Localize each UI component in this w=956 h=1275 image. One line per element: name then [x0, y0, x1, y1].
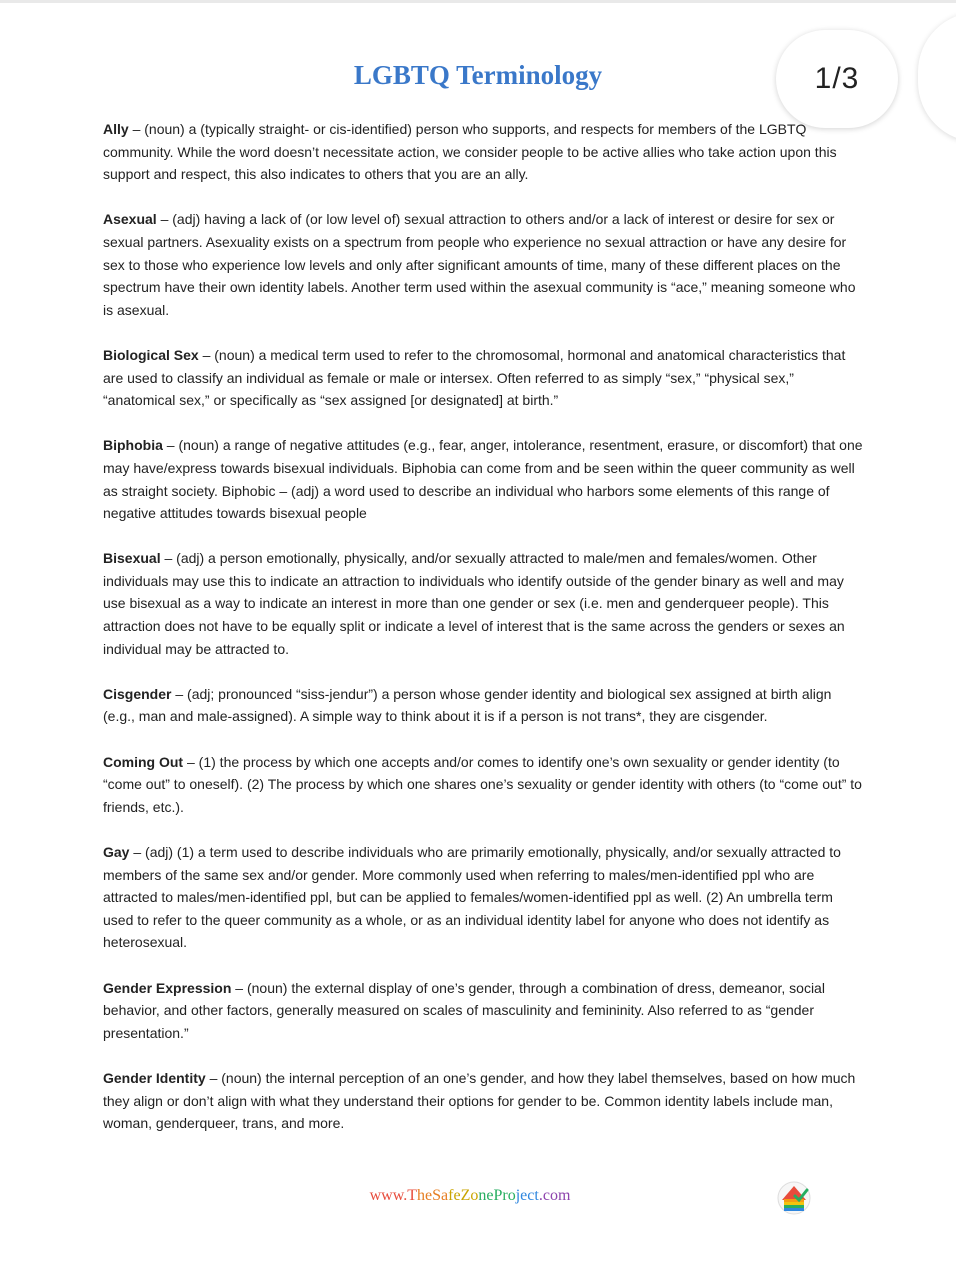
term: Gender Identity	[103, 1069, 206, 1086]
term: Bisexual	[103, 550, 161, 567]
glossary-entry-biphobia	[103, 434, 863, 524]
document-title: LGBTQ Terminology	[353, 60, 603, 90]
footer-url-char: e	[520, 1187, 528, 1204]
term: Ally	[103, 121, 129, 137]
glossary-entry-bisexual	[103, 547, 863, 660]
footer-url-char: e	[425, 1187, 433, 1204]
footer-url-char: e	[453, 1187, 461, 1204]
footer-url-char: h	[417, 1187, 426, 1204]
definition: – (adj; pronounced “siss-jendur”) a person whose gender identity and biological sex assigned at birth align (e.g., man and male-assigned). A simple way to think about it is if a person is not trans*, they are cisgender.	[103, 685, 832, 725]
term: Gay	[103, 844, 130, 860]
glossary-entry-ally	[103, 118, 863, 186]
top-divider	[0, 0, 956, 3]
definition: – (adj) a person emotionally, physically, and/or sexually attracted to male/men and females/women. Other individuals may use this to indicate an attraction to individuals who identify outside of the gender binary as well and may use bisexual as a way to indicate an interest in more than one gender or sex (i.e. men and genderqueer people). This attraction does not have to be equally split or indicate a level of interest that is the same across the genders or sexes an individual may be attracted to.	[103, 550, 845, 657]
footer-url-char: .	[403, 1187, 408, 1204]
glossary-entry-gender-expression	[103, 977, 863, 1045]
glossary-entry-coming-out	[103, 751, 863, 819]
term: Cisgender	[103, 685, 172, 702]
footer-url-char: S	[432, 1187, 442, 1204]
footer-url-char: j	[515, 1187, 521, 1204]
definition: – (noun) a medical term used to refer to the chromosomal, hormonal and anatomical characteristics that are used to classify an individual as female or male or intersex. Often referred to as simply “sex,” “physical sex,” “anatomical sex,” or specifically as “sex assigned [or designated] at birth.”	[103, 346, 846, 409]
footer-url-char: t	[534, 1187, 539, 1204]
definition: – (adj) (1) a term used to describe individuals who are primarily emotionally, physically, and/or sexually attracted to members of the same sex and/or gender. More commonly used when referring to males/men-identified ppl who are attracted to males/men-identified ppl, but can be applied to females/women-identified ppl as well. (2) An umbrella term used to refer to the queer community as a whole, or as an individual identity label for anyone who does not identify as heterosexual.	[103, 844, 841, 951]
term: Gender Expression	[103, 979, 232, 996]
safe-zone-project-logo-icon	[776, 1180, 812, 1216]
footer-url-char: e	[486, 1187, 494, 1204]
footer-url-char: o	[507, 1187, 516, 1204]
footer-url-char: o	[470, 1187, 479, 1204]
footer-url-char: m	[557, 1187, 571, 1204]
footer-url-char: o	[549, 1187, 558, 1204]
footer-url-char: .	[538, 1187, 543, 1204]
footer-url-char: w	[381, 1187, 393, 1204]
term: Asexual	[103, 211, 157, 228]
term: Coming Out	[103, 753, 184, 770]
footer-url-char: n	[478, 1187, 487, 1204]
glossary-entry-gender-identity	[103, 1067, 863, 1135]
definition: – (adj) having a lack of (or low level of) sexual attraction to others and/or a lack of interest or desire for sex or sexual partners. Asexuality exists on a spectrum from people who experience no sexual attraction or have any desire for sex to those who experience low levels and only after significant amounts of time, many of these different places on the spectrum have their own identity labels. Another term used within the asexual community is “ace,” meaning someone who is asexual.	[103, 211, 856, 318]
term: Biological Sex	[103, 346, 199, 363]
side-overlay-button[interactable]	[918, 12, 956, 142]
footer-url-char: r	[502, 1187, 508, 1204]
definition: – (noun) the internal perception of an one’s gender, and how they label themselves, based on how much they align or don’t align with what they understand their options for gender to be. Common identity labels include man, woman, genderqueer, trans, and more.	[103, 1069, 856, 1132]
definition: – (noun) a range of negative attitudes (e.g., fear, anger, intolerance, resentment, erasure, or discomfort) that one may have/express towards bisexual individuals. Biphobia can come from and be seen within the queer community as well as straight society. Biphobic – (adj) a word used to describe an individual who harbors some elements of this range of negative attitudes towards bisexual people	[103, 437, 863, 522]
term: Biphobia	[103, 437, 163, 454]
definition: – (1) the process by which one accepts and/or comes to identify one’s own sexuality or gender identity (to “come out” to oneself). (2) The process by which one shares one’s sexuality or gender identity with others (to “come out” to friends, etc.).	[103, 753, 862, 815]
page-indicator: 1/3	[776, 30, 898, 128]
footer-url-char: f	[448, 1187, 454, 1204]
footer-url-char: a	[441, 1187, 449, 1204]
glossary-content	[103, 118, 863, 1157]
footer-url-char: c	[542, 1187, 550, 1204]
glossary-entry-gay	[103, 841, 863, 954]
glossary-entry-biological-sex	[103, 344, 863, 412]
definition: – (noun) a (typically straight- or cis-identified) person who supports, and respects for members of the LGBTQ community. While the word doesn’t necessitate action, we consider people to be active allies who take action upon this support and respect, this also indicates to others that you are an ally.	[103, 121, 837, 183]
footer-url-char: P	[493, 1187, 503, 1204]
footer-url-char: w	[369, 1187, 382, 1204]
footer-url-char: c	[527, 1187, 535, 1204]
definition: – (noun) the external display of one’s gender, through a combination of dress, demeanor, social behavior, and other factors, generally measured on scales of masculinity and femininity. Also referred to as “gender presentation.”	[103, 979, 825, 1041]
footer-url-char: Z	[460, 1187, 471, 1204]
glossary-entry-cisgender	[103, 683, 863, 728]
footer-url-char: w	[392, 1187, 404, 1204]
glossary-entry-asexual	[103, 208, 863, 321]
footer-url-char: T	[407, 1187, 418, 1204]
